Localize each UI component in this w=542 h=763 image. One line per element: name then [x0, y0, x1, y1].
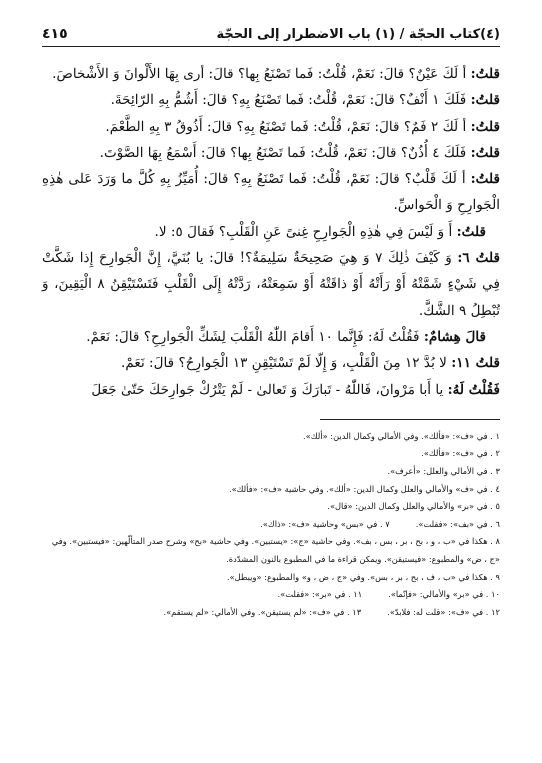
footnote: ١٢ . في «ف»: «قلت له: فلابدّ».: [387, 606, 500, 617]
speaker-label: قلتُ:: [470, 118, 500, 135]
text-line-10: [42, 377, 500, 403]
footnote: ٩ . هكذا في «ب ، ف ، بح ، بر ، بس». وفي «ج ، ض ، و» والمطبوع: «ويبطل».: [226, 571, 500, 582]
footnote: ١٠ . في «بر» والأمالي: «فإنّما».: [388, 589, 500, 600]
footnote-separator: [320, 419, 500, 420]
text-line-8: [42, 324, 500, 350]
speaker-label: قلتُ:: [470, 144, 500, 161]
speaker-label: فَقُلْتُ لَهُ:: [447, 381, 500, 398]
line-text: أَ وَ لَيْسَ فِي هٰذِهِ الْجَوارِحِ غِنىً عَنِ الْقَلْبِ؟ فَقالَ ٥: لا.: [154, 223, 453, 240]
text-line-5: [42, 166, 500, 219]
line-text: فَلَكَ ١ أَنْفٌ؟ قالَ: نَعَمْ، قُلْتُ: فَما تَصْنَعُ بِهِ؟ قالَ: أَشُمُّ بِهِ الرّائِحَةَ.: [110, 92, 467, 109]
footnote: ٤ . في «ف» والأمالي والعلل وكمال الدين: «ألك». وفي حاشية «ف»: «فألك».: [228, 483, 500, 494]
text-line-9: [42, 350, 500, 376]
footnote-row: [42, 604, 500, 622]
footnote-row: [42, 516, 500, 534]
footnote: ١٣ . في «ف»: «لم يستيقن». وفي الأمالي: «لم يستقم».: [163, 606, 362, 617]
header-title: (٤)كتاب الحجّة / (١) باب الاضطرار إلى الحجّة: [216, 27, 500, 42]
line-text: وَ كَيْفَ ذٰلِكَ ٧ وَ هِيَ صَحِيحَةٌ سَلِيمَةٌ؟! قالَ: يا بُنَيَّ، إِنَّ الْجَوارِحَ إِذا شَكَّتْ فِي شَيْءٍ شَمَّتْهُ أَوْ رَأَتْهُ أَوْ ذاقَتْهُ أَوْ سَمِعَتْهُ، رَدَّتْهُ إِلَى الْقَلْبِ فَتَسْتَيْقِنُ ٨ الْيَقِينَ، وَ تُبْطِلُ ٩ الشَّكَّ.: [42, 250, 500, 319]
footnote: ٥ . في «بر» والأمالي والعلل وكمال الدين: «قال».: [327, 501, 500, 512]
footnote: ٢ . في «ف»: «فألك».: [421, 448, 500, 459]
footnote: ١ . في «ف»: «فألك». وفي الأمالي وكمال الدين: «ألك».: [303, 430, 500, 441]
speaker-label: قلتُ:: [456, 223, 486, 240]
footnote: ٧ . في «بس» وحاشية «ف»: «ذاك».: [260, 518, 390, 529]
text-line-6: [42, 219, 500, 245]
speaker-label: قلتُ:: [470, 66, 500, 82]
main-text: [42, 61, 500, 403]
footnote-row: [42, 586, 500, 604]
page-number: ٤١٥: [42, 26, 68, 42]
line-text: أ لَكَ ٢ فَمٌ؟ قالَ: نَعَمْ، قُلْتُ: فَما تَصْنَعُ بِهِ؟ قالَ: أَذُوقُ ٣ بِهِ الطَّعْمَ.: [105, 118, 467, 135]
line-text: أ لَكَ قَلْبٌ؟ قالَ: نَعَمْ، قُلْتُ: فَما تَصْنَعُ بِهِ؟ قالَ: أُمَيِّزُ بِهِ كُلَّ ما وَرَدَ عَلى هٰذِهِ الْجَوارِحِ وَ الْحَواسِّ.: [42, 171, 500, 214]
footnotes: [42, 428, 500, 622]
speaker-label: قلتُ ١١:: [451, 355, 500, 372]
speaker-label: قلتُ:: [470, 171, 500, 188]
text-line-4: [42, 140, 500, 166]
text-line-2: [42, 87, 500, 113]
speaker-label: قلتُ:: [470, 92, 500, 109]
footnote: ٣ . في الأمالي والعلل: «أعرف».: [387, 466, 500, 477]
line-text: لا بُدَّ ١٢ مِنَ الْقَلْبِ، وَ إِلّا لَمْ تَسْتَيْقِنِ ١٣ الْجَوارِحُ؟ قالَ: نَعَمْ.: [121, 355, 447, 372]
text-line-3: [42, 114, 500, 140]
line-text: فَلَكَ ٤ أُذُنٌ؟ قالَ: نَعَمْ، قُلْتُ: فَما تَصْنَعُ بِها؟ قالَ: أَسْمَعُ بِهَا الصَّوْتَ.: [99, 144, 467, 161]
speaker-label: قالَ هِشامٌ:: [423, 328, 486, 345]
line-text: أ لَكَ عَيْنٌ؟ قالَ: نَعَمْ، قُلْتُ: فَما تَصْنَعُ بِها؟ قالَ: أرى بِهَا الأَلْوانَ وَ الأَشْخاصَ.: [52, 66, 467, 82]
text-line-7: [42, 245, 500, 324]
line-text: فَقُلْتُ لَهُ: فَإِنَّما ١٠ أَقامَ اللّٰهُ الْقَلْبَ لِشَكِّ الْجَوارِحِ؟ قالَ: نَعَمْ.: [86, 328, 420, 345]
footnote: ٨ . هكذا في «ب ، و ، بح ، بر ، بس ، بف». وفي حاشية «ج»: «يستبين». وفي حاشية «بح» وشرح صدر المتألّهين: «فيستبين». وفي «ج ، ض» والمطبوع: «فيستيقن». ويمكن قراءة ما في المطبوع بالنون المشدّدة.: [51, 536, 500, 565]
speaker-label: قلتُ ٦:: [457, 250, 501, 267]
line-text: يا أَبا مَرْوانَ، فَاللّٰهُ - تَبارَكَ وَ تَعالىٰ - لَمْ يَتْرُكْ جَوارِحَكَ حَتّىٰ جَعَلَ: [91, 381, 444, 398]
text-line-1: [42, 61, 500, 87]
running-header: [42, 26, 500, 47]
footnote: ١١ . في «بر»: «فقلت».: [277, 589, 363, 600]
footnote: ٦ . في «بف»: «فقلت».: [415, 518, 500, 529]
